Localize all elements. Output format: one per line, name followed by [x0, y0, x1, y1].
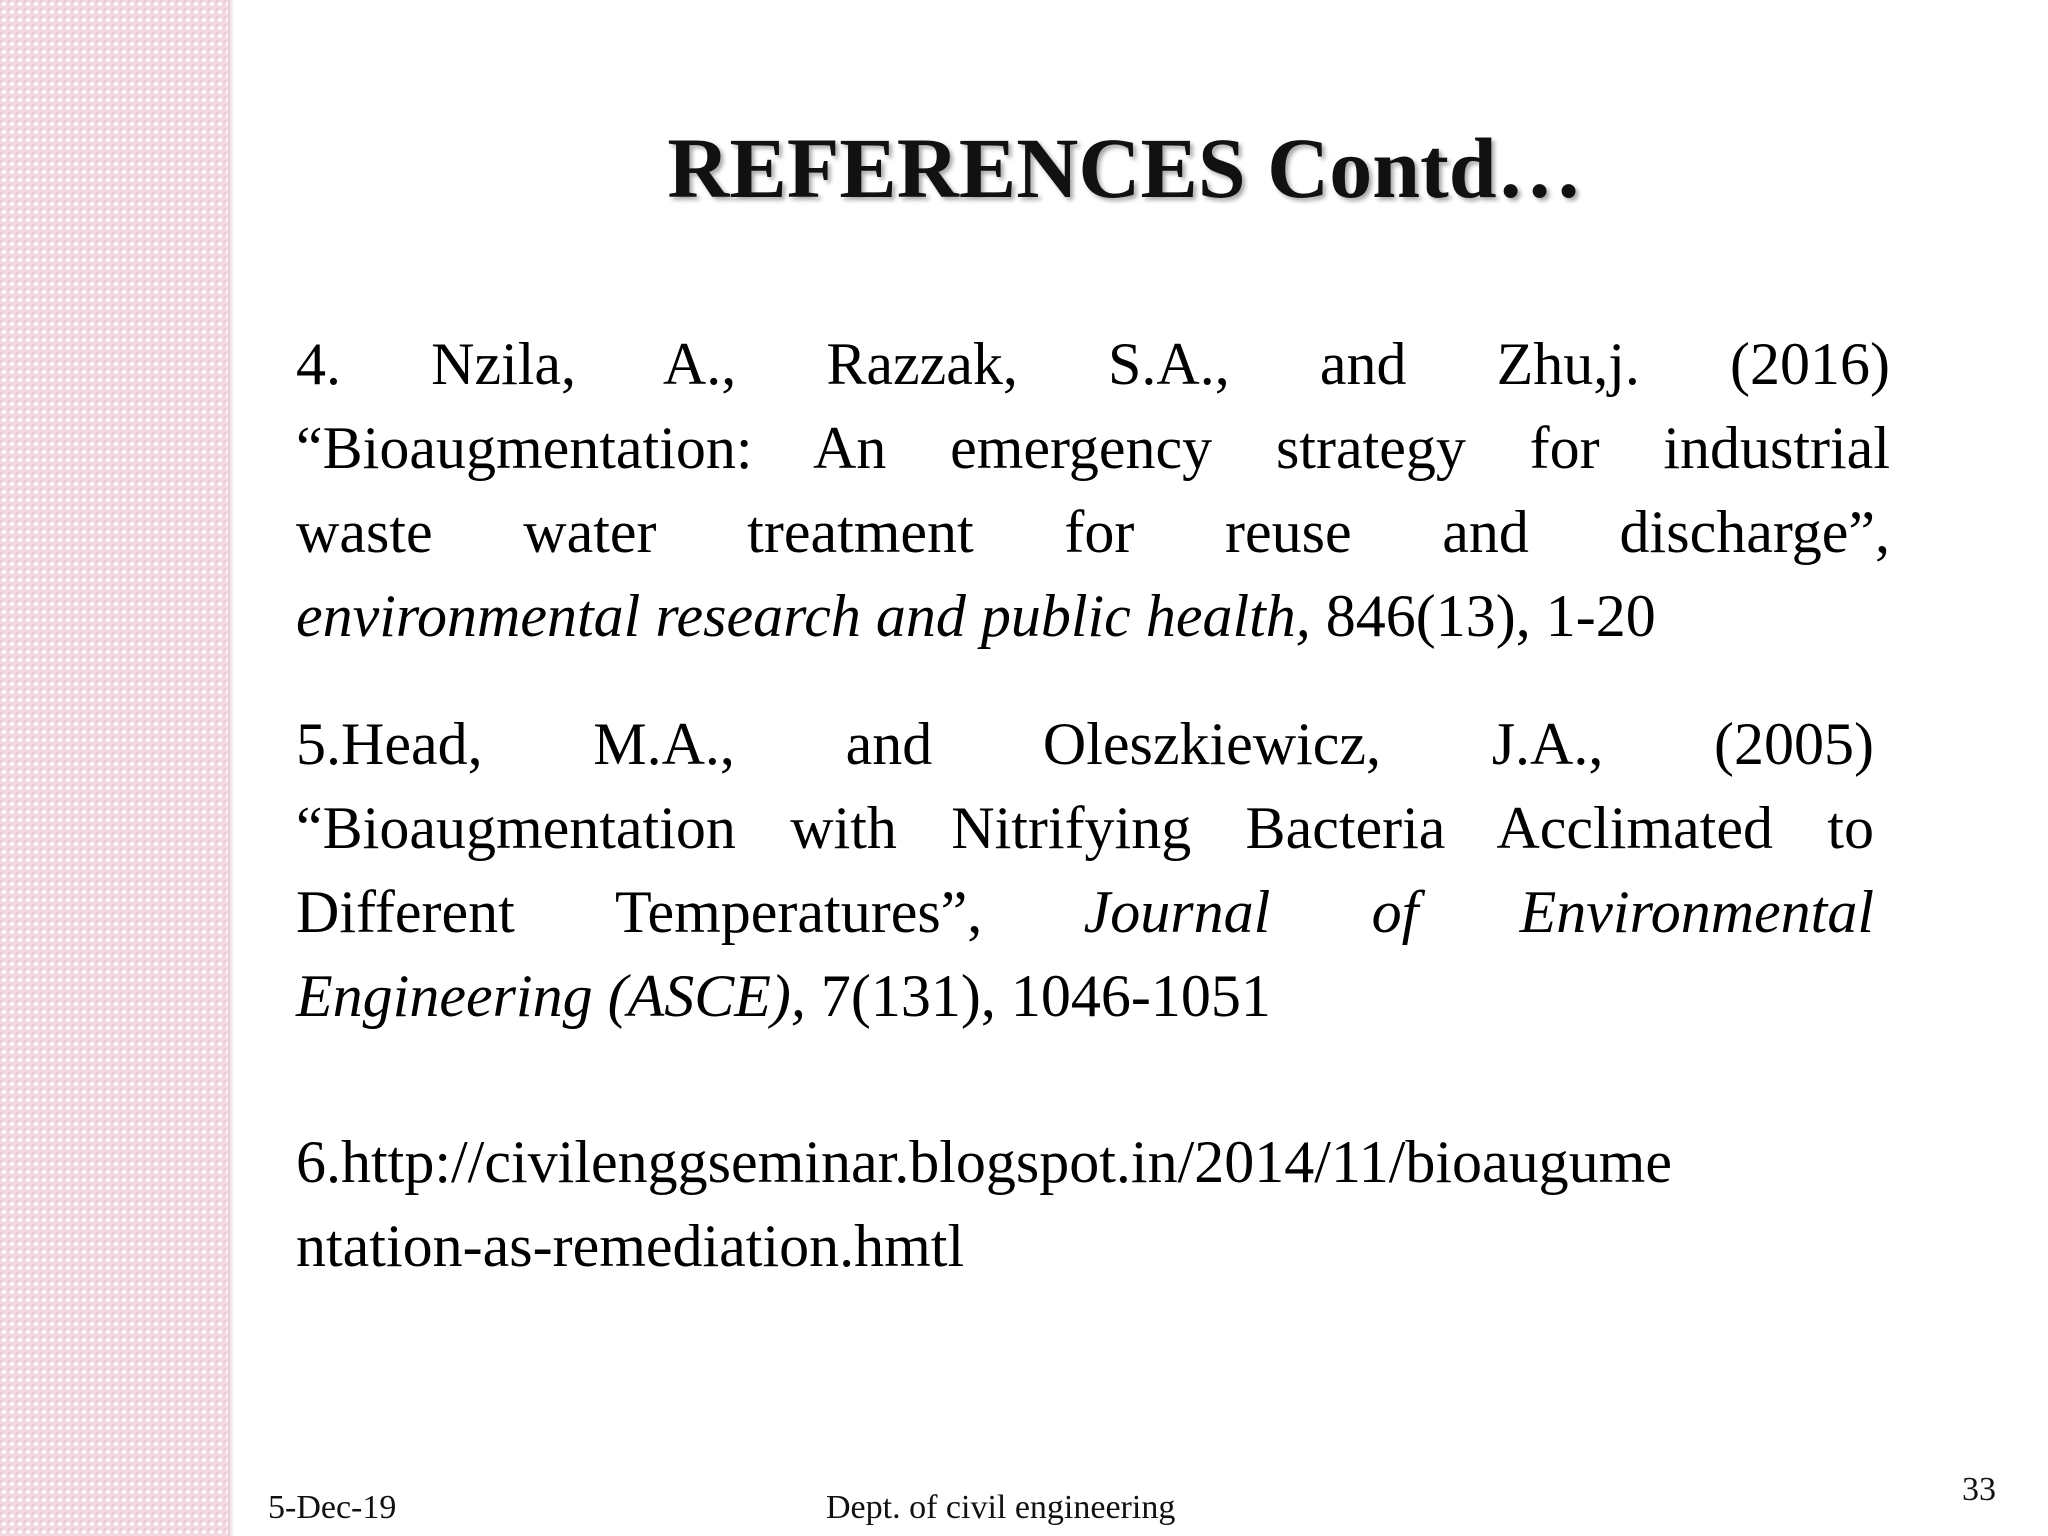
reference-5-title-end: Different Temperatures”,	[296, 879, 983, 945]
reference-4-line-2: “Bioaugmentation: An emergency strategy for industrial	[296, 415, 1890, 481]
reference-item-5	[296, 702, 1874, 1038]
reference-5-line-2: “Bioaugmentation with Nitrifying Bacteria Acclimated to	[296, 795, 1874, 861]
reference-4-line-1: 4. Nzila, A., Razzak, S.A., and Zhu,j. (2016)	[296, 331, 1890, 397]
reference-5-details: 7(131), 1046-1051	[820, 963, 1271, 1029]
decorative-side-band	[0, 0, 228, 1536]
slide-title: REFERENCES Contd…	[667, 120, 1583, 216]
reference-6-line-2: ntation-as-remediation.hmtl	[296, 1213, 965, 1279]
reference-5-line-1: 5.Head, M.A., and Oleszkiewicz, J.A., (2005)	[296, 711, 1874, 777]
page-number: 33	[1962, 1471, 1996, 1508]
reference-5-line-4	[296, 954, 1874, 1038]
reference-5-journal-part-2: Engineering (ASCE),	[296, 963, 806, 1029]
reference-5-journal-part-1: Journal of Environmental	[1083, 879, 1874, 945]
side-band-edge	[228, 0, 234, 1536]
reference-5-line-3	[296, 870, 1874, 954]
reference-6-line-1: 6.http://civilenggseminar.blogspot.in/2014/11/bioaugume	[296, 1129, 1672, 1195]
reference-4-details: 846(13), 1-20	[1325, 583, 1656, 649]
reference-4-line-4	[296, 574, 1890, 658]
reference-4-line-3: waste water treatment for reuse and discharge”,	[296, 499, 1890, 565]
reference-item-6	[296, 1120, 1896, 1288]
reference-item-4	[296, 322, 1890, 658]
footer-department: Dept. of civil engineering	[826, 1489, 1176, 1526]
reference-4-journal: environmental research and public health,	[296, 583, 1311, 649]
footer-date: 5-Dec-19	[268, 1489, 397, 1526]
